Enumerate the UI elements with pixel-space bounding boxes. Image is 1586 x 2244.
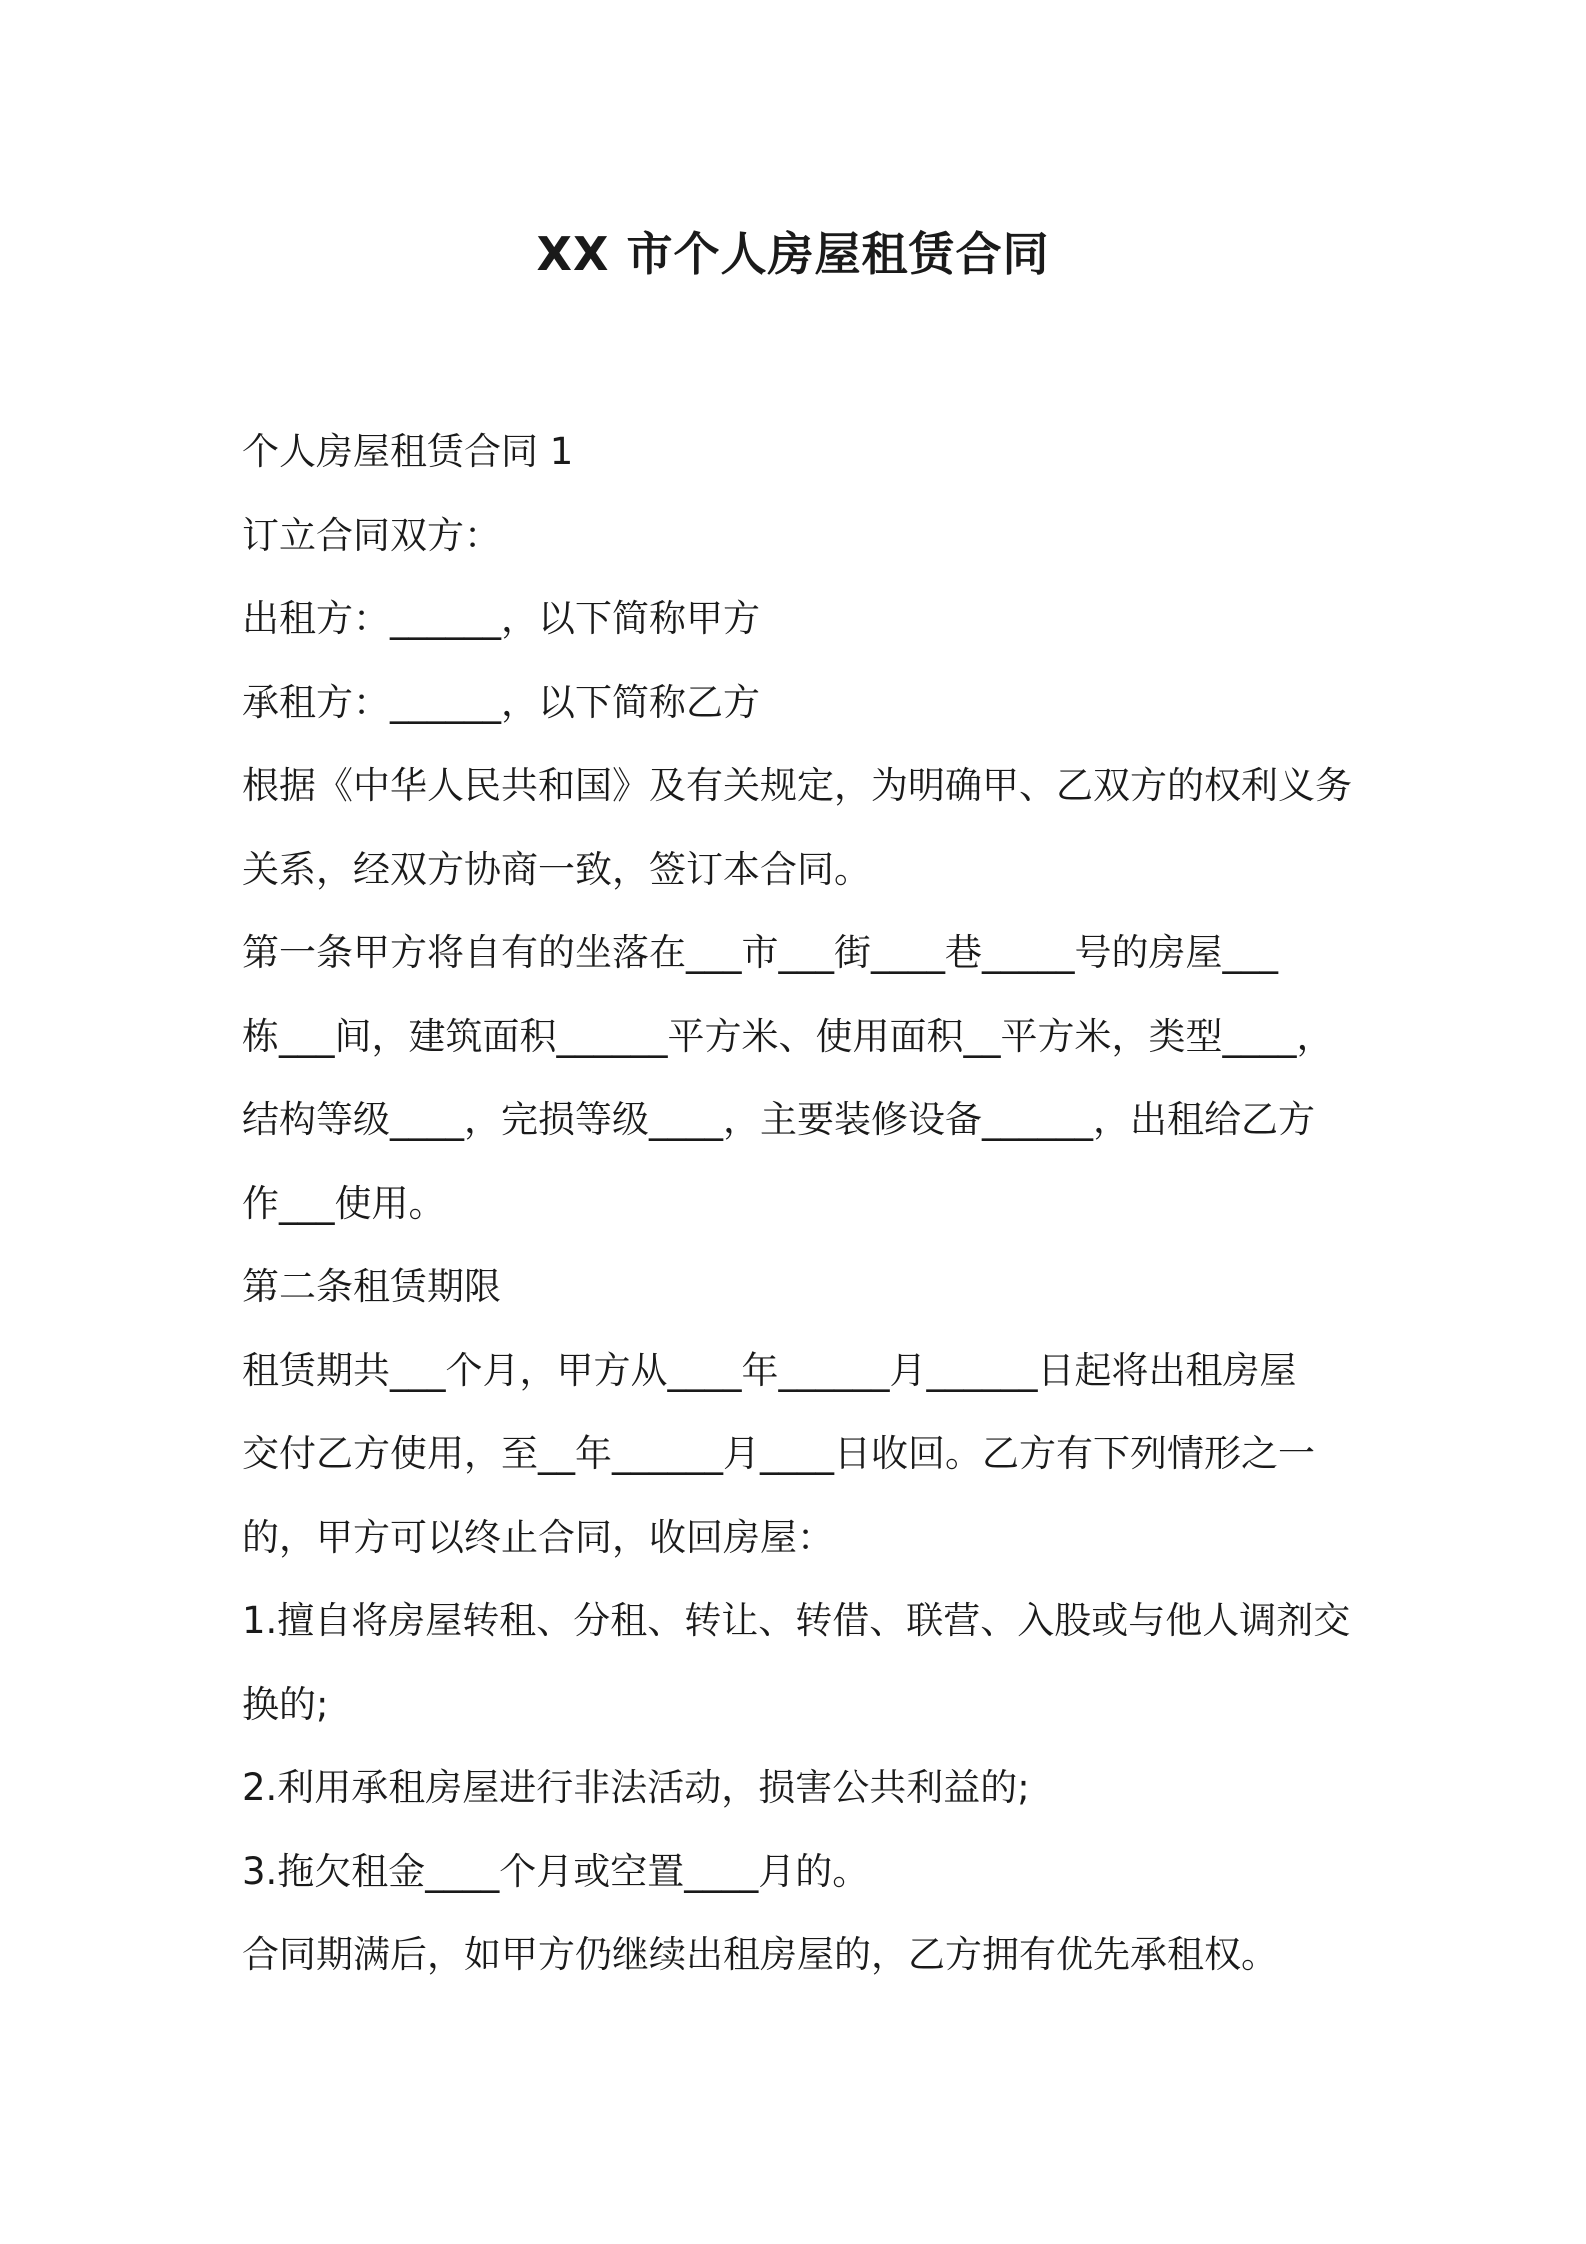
article-one-line: 作___使用。: [242, 1181, 446, 1225]
article-two-line: 的，甲方可以终止合同，收回房屋：: [242, 1515, 834, 1559]
article-two-line: 租赁期共___个月，甲方从____年______月______日起将出租房屋: [242, 1348, 1297, 1392]
paragraph-line: 关系，经双方协商一致，签订本合同。: [242, 847, 871, 891]
list-item-line: 1.擅自将房屋转租、分租、转让、转借、联营、入股或与他人调剂交: [242, 1599, 1351, 1642]
section-heading: 个人房屋租赁合同 1: [242, 430, 574, 473]
article-two-heading: 第二条租赁期限: [242, 1265, 501, 1308]
article-one-line: 结构等级____，完损等级____，主要装修设备______，出租给乙方: [242, 1098, 1315, 1141]
article-one-line: 栋___间，建筑面积______平方米、使用面积__平方米，类型____，: [242, 1014, 1334, 1058]
document-title: XX 市个人房屋租赁合同: [536, 227, 1050, 281]
paragraph-line: 订立合同双方：: [242, 513, 501, 557]
lessor-line: 出租方：______，以下简称甲方: [242, 597, 760, 640]
article-one-line: 第一条甲方将自有的坐落在___市___街____巷_____号的房屋___: [242, 931, 1278, 974]
lessee-line: 承租方：______，以下简称乙方: [242, 680, 760, 724]
list-item-line: 3.拖欠租金____个月或空置____月的。: [242, 1849, 870, 1893]
article-two-line: 交付乙方使用，至__年______月____日收回。乙方有下列情形之一: [242, 1432, 1315, 1475]
paragraph-line: 根据《中华人民共和国》及有关规定，为明确甲、乙双方的权利义务: [242, 764, 1352, 807]
paragraph-line: 合同期满后，如甲方仍继续出租房屋的，乙方拥有优先承租权。: [242, 1933, 1278, 1976]
document-body: [242, 410, 1362, 1997]
list-item-line: 2.利用承租房屋进行非法活动，损害公共利益的;: [242, 1766, 1030, 1809]
list-item-line: 换的;: [242, 1682, 329, 1726]
